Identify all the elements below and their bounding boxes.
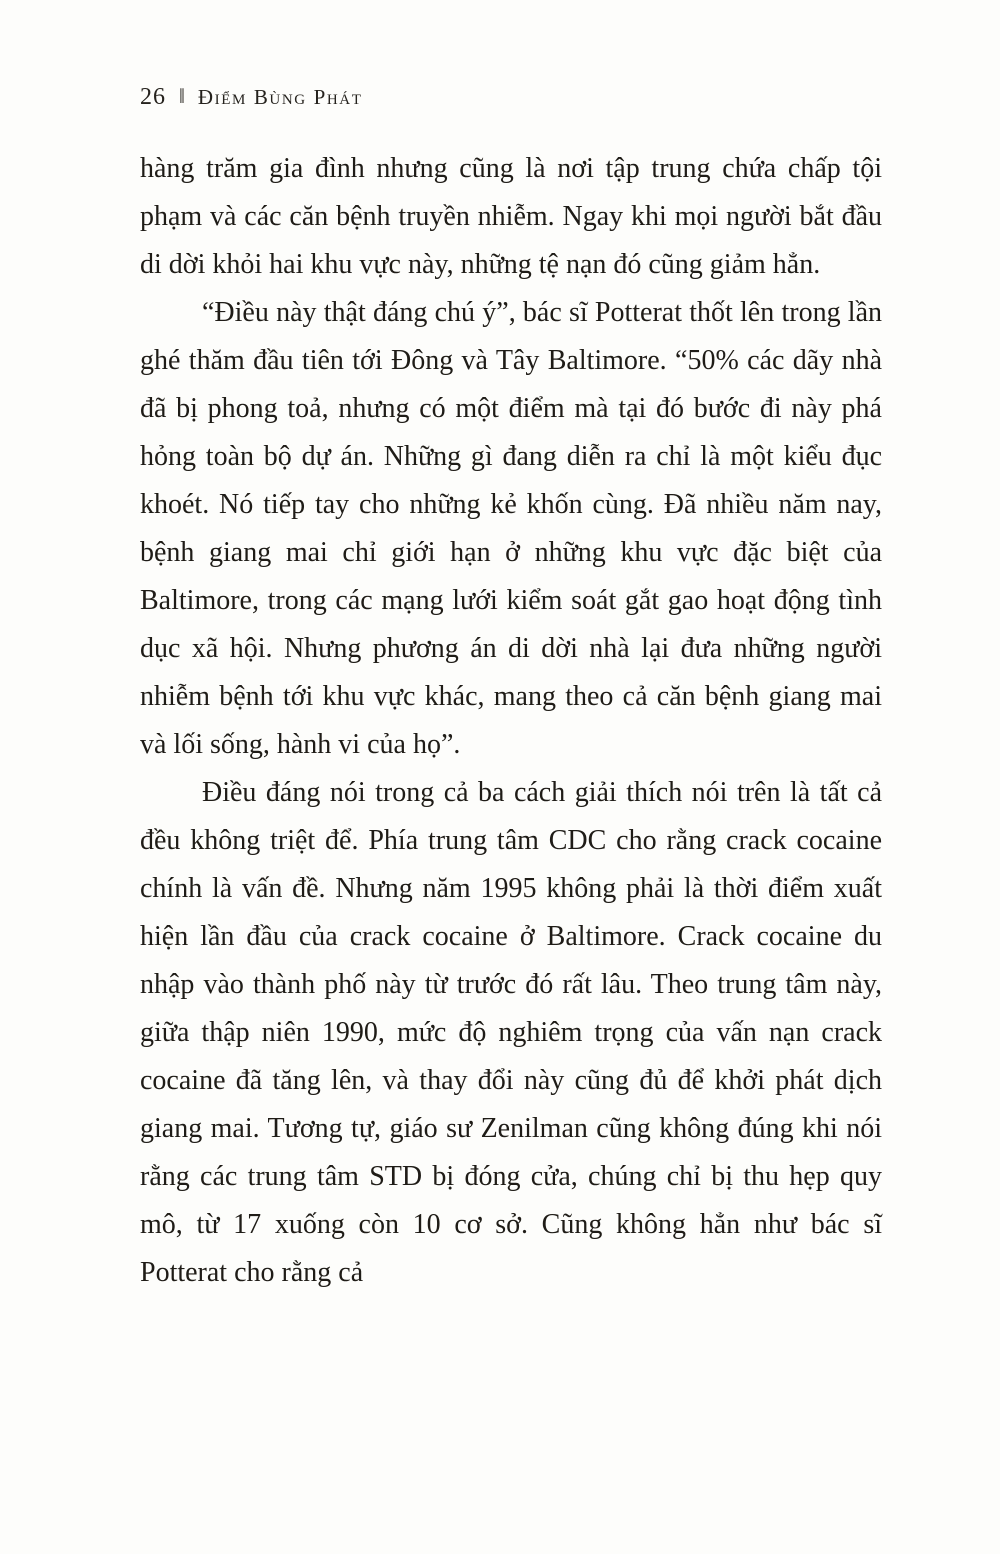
paragraph-quote-potterat: “Điều này thật đáng chú ý”, bác sĩ Potterat thốt lên trong lần ghé thăm đầu tiên tới Đông và Tây Baltimore. “50% các dãy nhà đã bị phong toả, nhưng có một điểm mà tại đó bước đi này phá hỏng toàn bộ dự án. Những gì đang diễn ra chỉ là một kiểu đục khoét. Nó tiếp tay cho những kẻ khốn cùng. Đã nhiều năm nay, bệnh giang mai chỉ giới hạn ở những khu vực đặc biệt của Baltimore, trong các mạng lưới kiểm soát gắt gao hoạt động tình dục xã hội. Nhưng phương án di dời nhà lại đưa những người nhiễm bệnh tới khu vực khác, mang theo cả căn bệnh giang mai và lối sống, hành vi của họ”. — [140, 297, 882, 760]
header-separator: ‖ — [179, 84, 185, 108]
page-number: 26 — [140, 84, 166, 110]
paragraph-analysis: Điều đáng nói trong cả ba cách giải thích nói trên là tất cả đều không triệt để. Phía trung tâm CDC cho rằng crack cocaine chính là vấn đề. Nhưng năm 1995 không phải là thời điểm xuất hiện lần đầu của crack cocaine ở Baltimore. Crack cocaine du nhập vào thành phố này từ trước đó rất lâu. Theo trung tâm này, giữa thập niên 1990, mức độ nghiêm trọng của vấn nạn crack cocaine đã tăng lên, và thay đổi này cũng đủ để khởi phát dịch giang mai. Tương tự, giáo sư Zenilman cũng không đúng khi nói rằng các trung tâm STD bị đóng cửa, chúng chỉ bị thu hẹp quy mô, từ 17 xuống còn 10 cơ sở. Cũng không hẳn như bác sĩ Potterat cho rằng cả — [140, 777, 882, 1288]
running-title: Điểm Bùng Phát — [197, 85, 363, 109]
page-header — [140, 84, 882, 111]
page-body — [140, 145, 882, 1297]
paragraph-continuation: hàng trăm gia đình nhưng cũng là nơi tập trung chứa chấp tội phạm và các căn bệnh truyền nhiễm. Ngay khi mọi người bắt đầu di dời khỏi hai khu vực này, những tệ nạn đó cũng giảm hẳn. — [140, 153, 882, 280]
